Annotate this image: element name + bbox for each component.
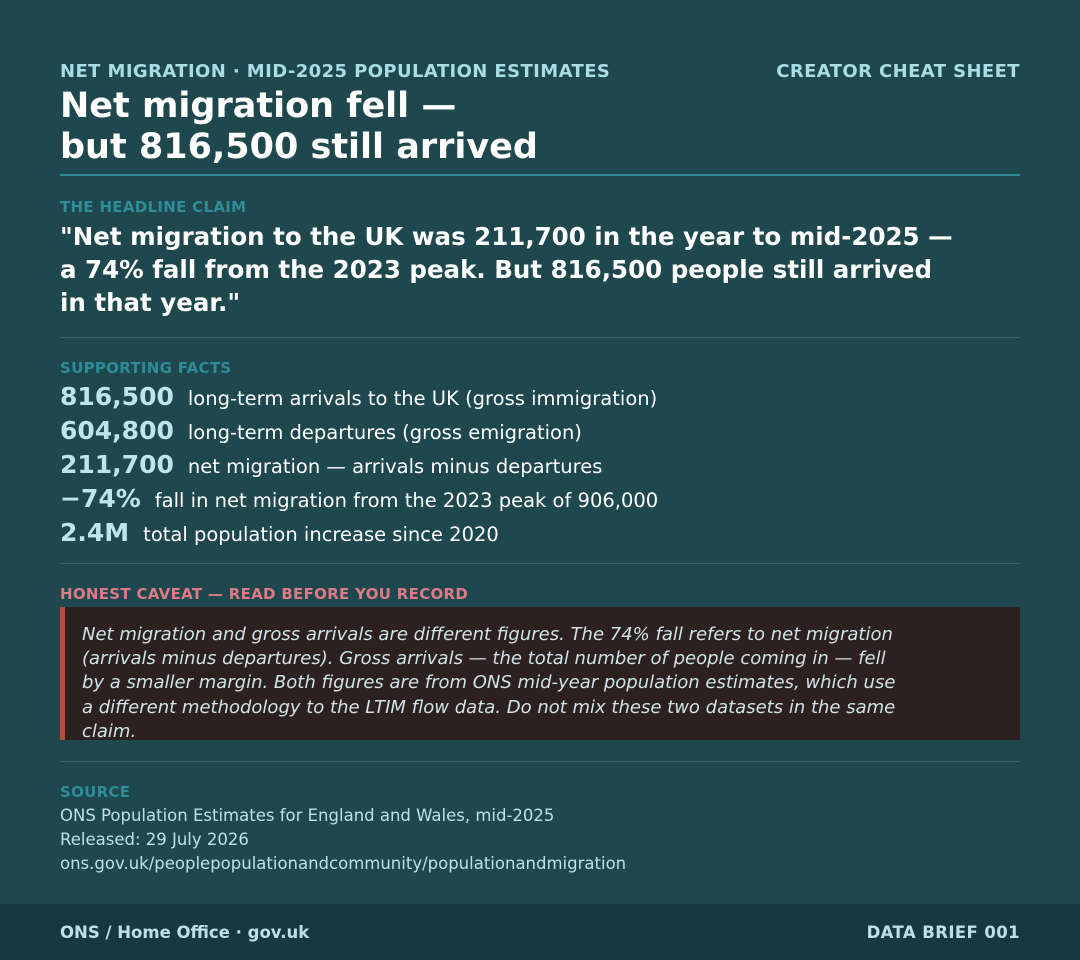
caveat-line: by a smaller margin. Both figures are from ONS mid-year population estimates, which use	[82, 672, 896, 694]
caveat-line: claim.	[82, 720, 137, 740]
source-release-date: Released: 29 July 2026	[60, 830, 249, 849]
caveat-line: Net migration and gross arrivals are different figures. The 74% fall refers to net migration	[82, 624, 893, 645]
title-divider	[60, 174, 1020, 176]
page-title	[60, 86, 538, 168]
source-title: ONS Population Estimates for England and Wales, mid-2025	[60, 806, 555, 825]
headline-claim	[60, 220, 1020, 319]
fact-description: long-term departures (gross emigration)	[187, 421, 582, 444]
claim-line: in that year."	[60, 288, 241, 317]
fact-row	[60, 518, 499, 547]
source-label: SOURCE	[60, 783, 131, 801]
caveat-label: HONEST CAVEAT — READ BEFORE YOU RECORD	[60, 585, 469, 603]
claim-line: "Net migration to the UK was 211,700 in the year to mid-2025 —	[60, 222, 953, 251]
fact-value: −74%	[60, 484, 141, 513]
footer-brief-id: DATA BRIEF 001	[866, 923, 1020, 942]
caveat-callout	[60, 607, 1020, 740]
kicker: NET MIGRATION · MID-2025 POPULATION ESTIMATES	[60, 61, 611, 82]
title-line: but 816,500 still arrived	[60, 127, 538, 167]
claim-line: a 74% fall from the 2023 peak. But 816,500 people still arrived	[60, 255, 932, 284]
fact-value: 2.4M	[60, 518, 130, 547]
fact-row	[60, 416, 582, 445]
fact-description: total population increase since 2020	[143, 523, 499, 546]
document-type-label: CREATOR CHEAT SHEET	[776, 61, 1020, 82]
section-divider	[60, 563, 1020, 564]
fact-value: 816,500	[60, 382, 174, 411]
footer-publisher: ONS / Home Office · gov.uk	[60, 923, 310, 942]
fact-value: 604,800	[60, 416, 174, 445]
fact-description: net migration — arrivals minus departures	[187, 455, 603, 478]
section-divider	[60, 337, 1020, 338]
title-line: Net migration fell —	[60, 86, 457, 126]
fact-row	[60, 382, 657, 411]
caveat-line: (arrivals minus departures). Gross arrivals — the total number of people coming in — fell	[82, 648, 886, 670]
fact-description: long-term arrivals to the UK (gross immigration)	[187, 387, 658, 410]
source-url: ons.gov.uk/peoplepopulationandcommunity/populationandmigration	[60, 854, 627, 873]
fact-row	[60, 450, 602, 479]
fact-value: 211,700	[60, 450, 174, 479]
fact-description: fall in net migration from the 2023 peak of 906,000	[154, 489, 659, 512]
caveat-text	[82, 623, 895, 740]
headline-claim-label: THE HEADLINE CLAIM	[60, 198, 247, 216]
caveat-line: a different methodology to the LTIM flow data. Do not mix these two datasets in the same	[82, 696, 896, 718]
supporting-facts-label: SUPPORTING FACTS	[60, 359, 232, 377]
fact-row	[60, 484, 658, 513]
section-divider	[60, 761, 1020, 762]
